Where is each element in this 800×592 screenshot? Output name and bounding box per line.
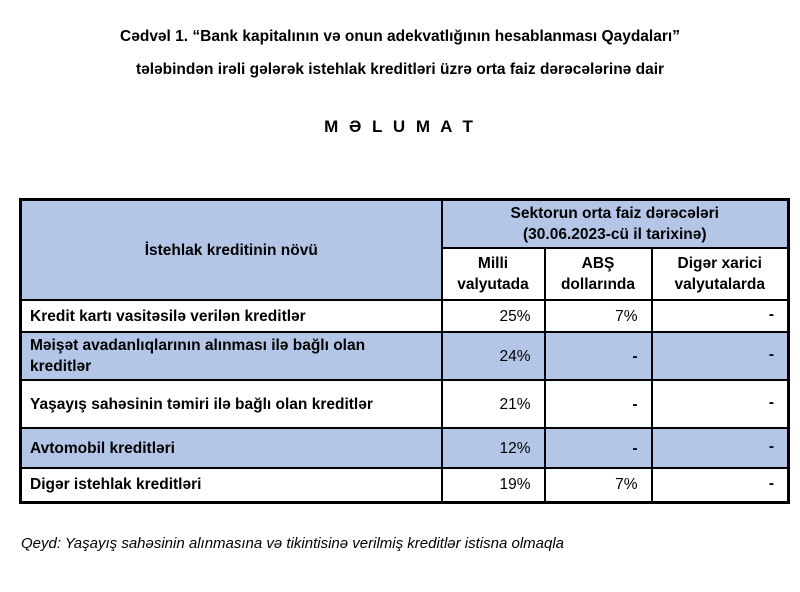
- credit-type-cell: Avtomobil kreditləri: [21, 428, 442, 468]
- national-currency-rate-cell: 25%: [442, 300, 545, 332]
- column-header-other-foreign-currency: Digər xarici valyutalarda: [652, 248, 789, 300]
- other-currency-rate-cell: -: [652, 468, 789, 502]
- column-header-usd: ABŞ dollarında: [545, 248, 652, 300]
- table-row: [21, 380, 789, 428]
- credit-type-cell: Digər istehlak kreditləri: [21, 468, 442, 502]
- other-currency-rate-cell: -: [652, 300, 789, 332]
- table-row: [21, 428, 789, 468]
- usd-rate-cell: 7%: [545, 468, 652, 502]
- table-row: [21, 468, 789, 502]
- credit-type-column-header: İstehlak kreditinin növü: [21, 200, 442, 301]
- national-currency-rate-cell: 12%: [442, 428, 545, 468]
- credit-type-cell: Məişət avadanlıqlarının alınması ilə bağlı olan kreditlər: [21, 332, 442, 380]
- footnote: Qeyd: Yaşayış sahəsinin alınmasına və tikintisinə verilmiş kreditlər istisna olmaqla: [21, 534, 565, 552]
- usd-rate-cell: -: [545, 332, 652, 380]
- usd-rate-cell: -: [545, 380, 652, 428]
- document-title-line-1: Cədvəl 1. “Bank kapitalının və onun adekvatlığının hesablanması Qaydaları”: [120, 28, 680, 45]
- credit-type-cell: Yaşayış sahəsinin təmiri ilə bağlı olan kreditlər: [21, 380, 442, 428]
- group-header-line-2: (30.06.2023-cü il tarixinə): [523, 226, 707, 243]
- national-currency-rate-cell: 19%: [442, 468, 545, 502]
- national-currency-rate-cell: 24%: [442, 332, 545, 380]
- national-currency-rate-cell: 21%: [442, 380, 545, 428]
- column-header-national-currency: Milli valyutada: [442, 248, 545, 300]
- interest-rates-table: [19, 198, 790, 504]
- credit-type-cell: Kredit kartı vasitəsilə verilən kreditlər: [21, 300, 442, 332]
- usd-rate-cell: -: [545, 428, 652, 468]
- document-title-line-2: tələbindən irəli gələrək istehlak kreditləri üzrə orta faiz dərəcələrinə dair: [135, 61, 665, 78]
- group-header-line-1: Sektorun orta faiz dərəcələri: [510, 205, 719, 222]
- other-currency-rate-cell: -: [652, 380, 789, 428]
- other-currency-rate-cell: -: [652, 332, 789, 380]
- usd-rate-cell: 7%: [545, 300, 652, 332]
- document-heading: M Ə L U M A T: [324, 117, 476, 136]
- other-currency-rate-cell: -: [652, 428, 789, 468]
- table-row: [21, 332, 789, 380]
- table-row: [21, 300, 789, 332]
- sector-rates-group-header: [442, 200, 789, 249]
- document-header: [0, 0, 800, 137]
